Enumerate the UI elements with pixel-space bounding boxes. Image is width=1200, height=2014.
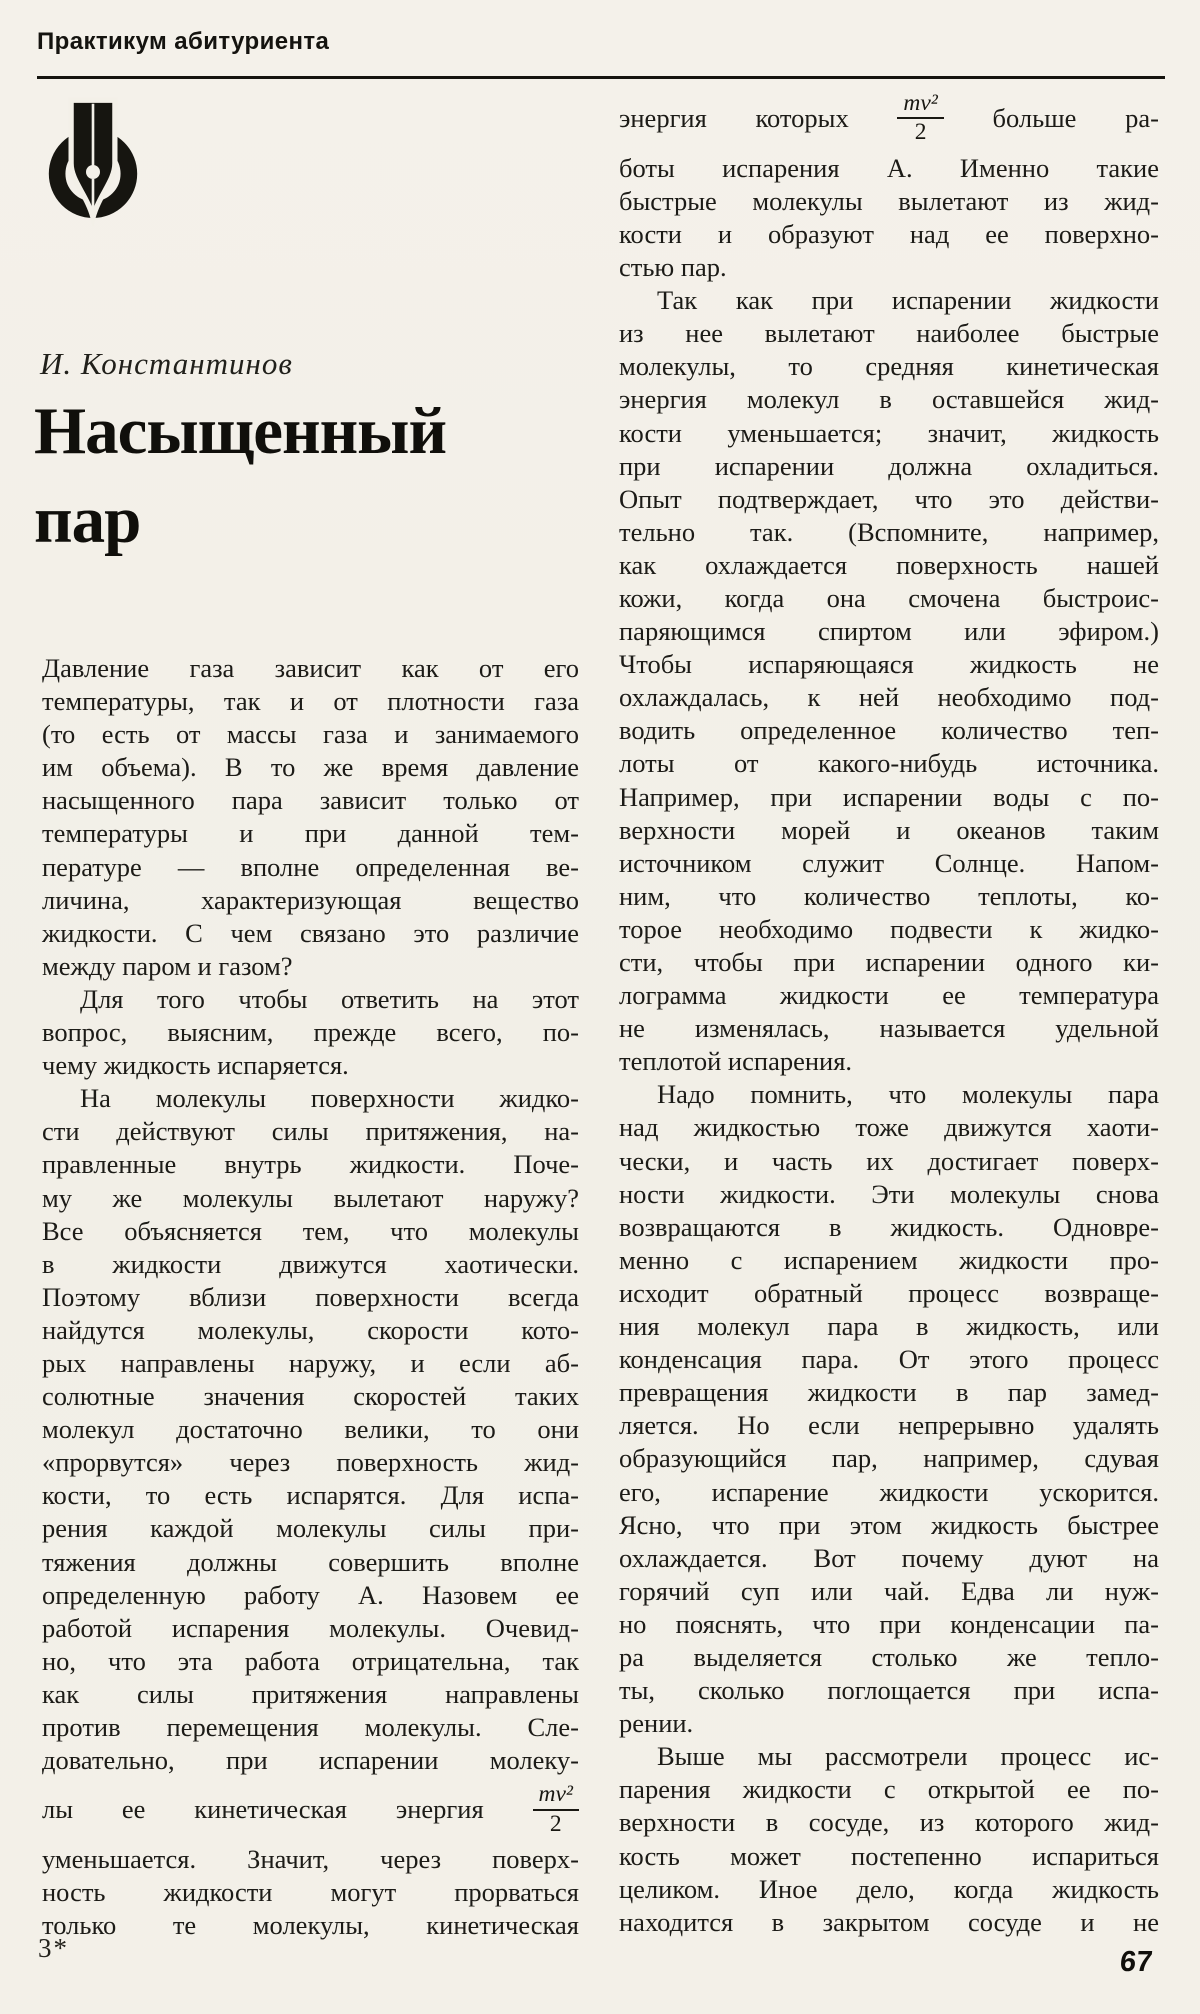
text-line: охлаждалась, к ней необходимо под- xyxy=(619,682,1159,713)
text-column-left xyxy=(42,652,579,1942)
text-line: найдутся молекулы, скорости кото- xyxy=(42,1314,579,1345)
text-line: Например, при испарении воды с по- xyxy=(619,781,1159,812)
text-line: но, что эта работа отрицательна, так xyxy=(42,1645,579,1676)
text-line: рения каждой молекулы силы при- xyxy=(42,1513,579,1544)
text-line: охлаждается. Вот почему дуют на xyxy=(619,1542,1159,1573)
article-author: И. Константинов xyxy=(40,346,293,381)
text-line: лограмма жидкости ее температура xyxy=(619,980,1159,1011)
text-line: торое необходимо подвести к жидко- xyxy=(619,913,1159,944)
text-line: ния молекул пара в жидкость, или xyxy=(619,1311,1159,1342)
text-line: верхности в сосуде, из которого жид- xyxy=(619,1807,1159,1838)
article-title-line1: Насыщенный xyxy=(34,394,447,468)
text-line: водить определенное количество теп- xyxy=(619,715,1159,746)
text-line: стью пар. xyxy=(619,252,727,283)
text-line: пературе — вполне определенная ве- xyxy=(42,851,579,882)
text-line: горячий суп или чай. Едва ли нуж- xyxy=(619,1575,1159,1606)
text-line: Для того чтобы ответить на этот xyxy=(80,983,579,1014)
text-line: кожи, когда она смочена быстроис- xyxy=(619,582,1159,613)
text-line: Чтобы испаряющаяся жидкость не xyxy=(619,649,1159,680)
text-line: ты, сколько поглощается при испа- xyxy=(619,1675,1159,1706)
article-title-line2: пар xyxy=(34,483,141,557)
text-line: уменьшается. Значит, через поверх- xyxy=(42,1843,579,1874)
text-line: ним, что количество теплоты, ко- xyxy=(619,880,1159,911)
text-line: верхности морей и океанов таким xyxy=(619,814,1159,845)
text-line: только те молекулы, кинетическая xyxy=(42,1910,579,1941)
text-line: целиком. Иное дело, когда жидкость xyxy=(619,1873,1159,1904)
text-line: чески, и часть их достигает поверх- xyxy=(619,1145,1159,1176)
text-line: находится в закрытом сосуде и не xyxy=(619,1906,1159,1937)
text-line: Давление газа зависит как от его xyxy=(42,653,579,683)
text-line: сти действуют силы притяжения, на- xyxy=(42,1116,579,1147)
text-line: молекул достаточно велики, то они xyxy=(42,1414,579,1445)
text-line: паряющимся спиртом или эфиром.) xyxy=(619,616,1159,647)
text-line: против перемещения молекулы. Сле- xyxy=(42,1712,579,1742)
text-line: конденсация пара. От этого процесс xyxy=(619,1344,1159,1375)
text-line: температуры и при данной тем- xyxy=(42,818,579,849)
text-line: быстрые молекулы вылетают из жид- xyxy=(619,185,1159,216)
text-line: энергия молекул в оставшейся жид- xyxy=(619,384,1159,415)
text-line: ляется. Но если непрерывно удалять xyxy=(619,1410,1159,1441)
pen-nib-icon xyxy=(36,88,150,233)
text-line: Поэтому вблизи поверхности всегда xyxy=(42,1281,579,1312)
text-line: Все объясняется тем, что молекулы xyxy=(42,1215,579,1246)
text-line: Так как при испарении жидкости xyxy=(657,285,1159,316)
text-line: над жидкостью тоже движутся хаоти- xyxy=(619,1112,1159,1143)
text-line: парения жидкости с открытой ее по- xyxy=(619,1774,1159,1805)
text-line: образующийся пар, например, сдувая xyxy=(619,1443,1159,1474)
footer-signature: 3* xyxy=(38,1933,69,1963)
text-line: тельно так. (Вспомните, например, xyxy=(619,516,1159,547)
text-line: температуры, так и от плотности газа xyxy=(42,686,579,717)
text-line: лы ее кинетическая энергия $\frac{\text{mv²}}{2}$ xyxy=(42,1777,579,1843)
text-line: в жидкости движутся хаотически. xyxy=(42,1248,579,1279)
text-line: жидкости. С чем связано это различие xyxy=(42,917,579,948)
text-line: лоты от какого-нибудь источника. xyxy=(619,748,1159,779)
text-line: «прорвутся» через поверхность жид- xyxy=(42,1447,579,1478)
text-line: определенную работу А. Назовем ее xyxy=(42,1579,579,1610)
text-line: довательно, при испарении молеку- xyxy=(42,1745,579,1776)
text-column-right xyxy=(619,86,1159,1939)
text-line: кости и образуют над ее поверхно- xyxy=(619,218,1159,249)
text-line: рых направлены наружу, и если аб- xyxy=(42,1347,579,1378)
page-number: 67 xyxy=(1118,1946,1154,1978)
text-line: тяжения должны совершить вполне xyxy=(42,1546,579,1577)
text-line: его, испарение жидкости ускорится. xyxy=(619,1476,1159,1507)
text-line: чему жидкость испаряется. xyxy=(42,1050,349,1081)
text-line: возвращаются в жидкость. Одновре- xyxy=(619,1211,1159,1242)
text-line: источником служит Солнце. Напом- xyxy=(619,847,1159,878)
text-line: кость может постепенно испариться xyxy=(619,1840,1159,1871)
text-line: Надо помнить, что молекулы пара xyxy=(657,1079,1159,1110)
text-line: кости, то есть испарятся. Для испа- xyxy=(42,1480,579,1511)
text-line: ра выделяется столько же тепло- xyxy=(619,1641,1159,1672)
text-line: На молекулы поверхности жидко- xyxy=(80,1083,579,1114)
text-line: насыщенного пара зависит только от xyxy=(42,785,579,816)
text-line: (то есть от массы газа и занимаемого xyxy=(42,719,579,750)
text-line: кости уменьшается; значит, жидкость xyxy=(619,417,1159,448)
text-line: как силы притяжения направлены xyxy=(42,1678,579,1709)
text-line: вопрос, выясним, прежде всего, по- xyxy=(42,1017,579,1048)
text-line: Выше мы рассмотрели процесс ис- xyxy=(657,1741,1159,1772)
kinetic-energy-formula: $\frac{\text{mv²}}{2}$ xyxy=(533,1782,579,1837)
text-line: превращения жидкости в пар замед- xyxy=(619,1377,1159,1408)
text-line: теплотой испарения. xyxy=(619,1046,853,1077)
text-line: менно с испарением жидкости про- xyxy=(619,1244,1159,1275)
header-rule xyxy=(37,76,1165,79)
text-line: исходит обратный процесс возвраще- xyxy=(619,1277,1159,1308)
text-line: между паром и газом? xyxy=(42,950,293,981)
section-rubric: Практикум абитуриента xyxy=(37,28,330,55)
text-line: правленные внутрь жидкости. Поче- xyxy=(42,1149,579,1180)
text-line: личина, характеризующая вещество xyxy=(42,884,579,915)
text-line: но пояснять, что при конденсации па- xyxy=(619,1608,1159,1639)
text-line: как охлаждается поверхность нашей xyxy=(619,549,1159,580)
text-line: солютные значения скоростей таких xyxy=(42,1381,579,1412)
text-line: не изменялась, называется удельной xyxy=(619,1013,1159,1044)
text-line: Опыт подтверждает, что это действи- xyxy=(619,483,1159,514)
kinetic-energy-formula: $\frac{\text{mv²}}{2}$ xyxy=(897,91,943,146)
text-line: им объема). В то же время давление xyxy=(42,752,579,783)
text-line: ности жидкости. Эти молекулы снова xyxy=(619,1178,1159,1209)
text-line: Ясно, что при этом жидкость быстрее xyxy=(619,1509,1159,1540)
text-line: при испарении должна охладиться. xyxy=(619,450,1159,481)
text-line: молекулы, то средняя кинетическая xyxy=(619,351,1159,382)
text-line: рении. xyxy=(619,1708,694,1739)
text-line: ность жидкости могут прорваться xyxy=(42,1877,579,1908)
text-line: боты испарения А. Именно такие xyxy=(619,152,1159,183)
text-line: му же молекулы вылетают наружу? xyxy=(42,1182,579,1213)
text-line: сти, чтобы при испарении одного ки- xyxy=(619,947,1159,977)
text-line: энергия которых $\frac{\text{mv²}}{2}$ больше ра- xyxy=(619,90,1159,146)
text-line: работой испарения молекулы. Очевид- xyxy=(42,1612,579,1643)
text-line: из нее вылетают наиболее быстрые xyxy=(619,318,1159,349)
